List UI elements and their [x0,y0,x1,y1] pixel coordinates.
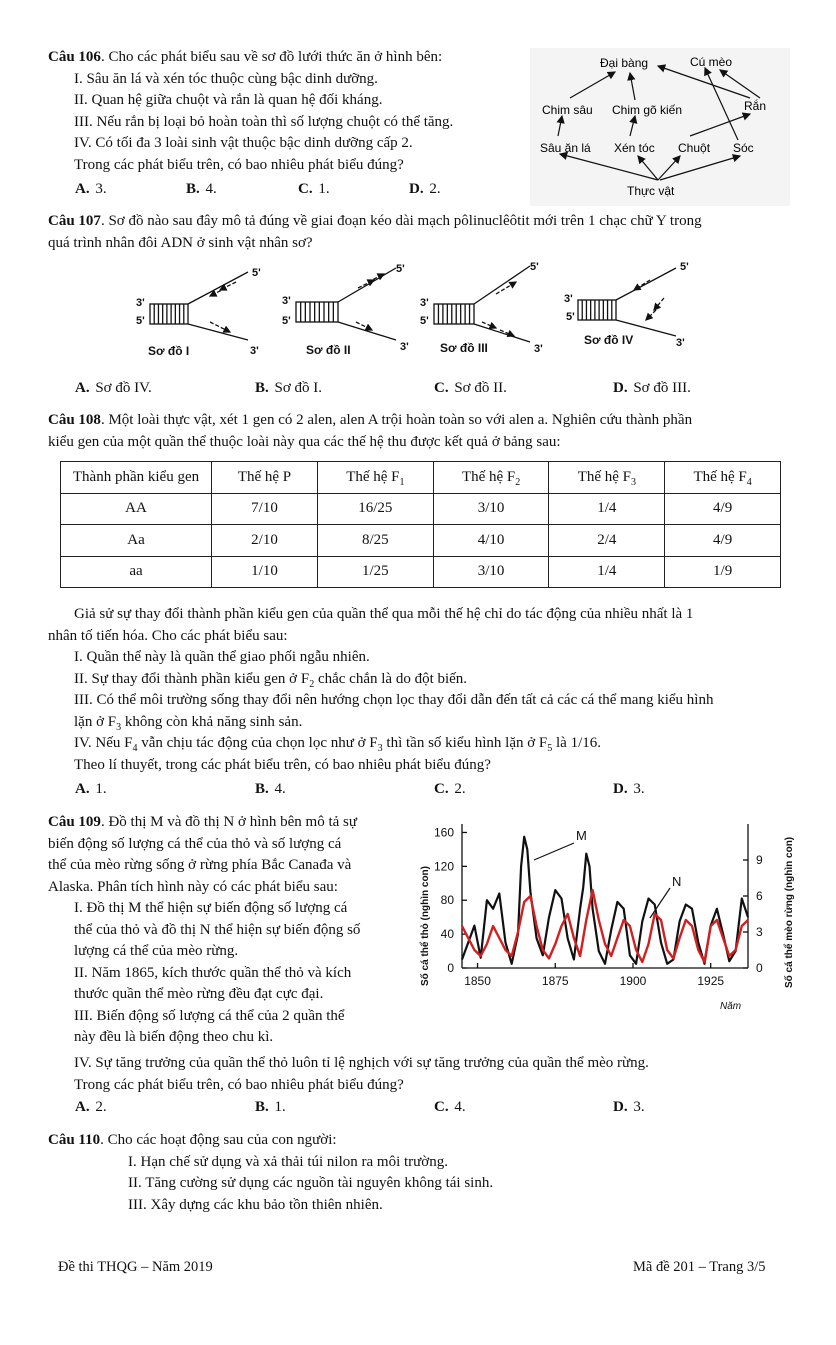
table-cell: 2/4 [549,525,665,557]
q108-option-c[interactable]: C. 2. [434,781,466,797]
food-web-diagram [530,48,790,206]
q107-option-a[interactable]: A. Sơ đồ IV. [75,380,152,396]
y-tick-label-right: 6 [756,889,763,903]
food-web-node: Xén tóc [614,141,655,155]
q109-question: Trong các phát biểu trên, có bao nhiêu phát biểu đúng? [74,1076,404,1093]
table-header-cell: Thế hệ P [212,462,318,494]
y-tick-label-left: 0 [447,961,454,975]
q108-para-2: nhân tố tiến hóa. Cho các phát biểu sau: [48,627,288,644]
q106-question: Trong các phát biểu trên, có bao nhiêu phát biểu đúng? [74,156,404,173]
food-web-node: Thực vật [627,184,675,198]
table-header-cell: Thế hệ $F_1$ [317,462,433,494]
strand-arrow [654,298,664,310]
table-cell: 1/10 [212,556,318,588]
x-tick-label: 1900 [619,974,647,988]
y-axis-label-right: Số cá thể mèo rừng (nghìn con) [784,836,795,988]
fork-label: 3' [250,345,259,357]
q106-statement: II. Quan hệ giữa chuột và rắn là quan hệ đối kháng. [74,92,383,108]
table-cell: 1/25 [317,556,433,588]
fork-label: 5' [566,311,575,323]
y-tick-label-right: 9 [756,853,763,867]
y-tick-label-left: 160 [433,825,454,840]
fork-label: 5' [420,315,429,327]
food-web-node: Sâu ăn lá [540,141,591,155]
strand-arrow [646,310,656,320]
q108-stem-2: kiểu gen của một quần thể thuộc loài này qua các thế hệ thu được kết quả ở bảng sau: [48,433,561,450]
table-cell: 1/9 [665,556,781,588]
y-tick-label-right: 0 [756,961,763,975]
q106-statement: III. Nếu rắn bị loại bỏ hoàn toàn thì số lượng chuột có thể tăng. [74,113,454,130]
q107-option-d[interactable]: D. Sơ đồ III. [613,380,691,396]
q106-statement: I. Sâu ăn lá và xén tóc thuộc cùng bậc dinh dưỡng. [74,70,378,87]
food-web-node: Chim gõ kiến [612,103,683,117]
fork-caption: Sơ đồ II [306,343,351,357]
table-cell: 1/4 [549,556,665,588]
y-tick-label-left: 120 [433,859,454,874]
table-header-cell: Thế hệ $F_4$ [665,462,781,494]
strand-arrow [210,288,226,296]
x-tick-label: 1850 [464,974,491,988]
q108-statement: III. Có thể môi trường sống thay đổi nên hướng chọn lọc thay đổi dẫn đến tất cả các cá thể mang kiểu hình [74,692,714,708]
q106-stem: Câu 106. Cho các phát biểu sau về sơ đồ lưới thức ăn ở hình bên: [48,49,443,65]
q109-statement: IV. Sự tăng trưởng của quần thể thỏ luôn tỉ lệ nghịch với sự tăng trưởng của quần thể mèo rừng. [74,1055,649,1071]
series-label-m: M [576,828,587,843]
replication-fork-4 [578,268,676,336]
q108-statement: IV. Nếu $F_4$ vẫn chịu tác động của chọn lọc như ở $F_3$ thì tần số kiểu hình lặn ở $F_5$ là 1/16. [74,735,601,754]
q107-stem-2: quá trình nhân đôi ADN ở sinh vật nhân sơ? [48,234,313,251]
q109-statement-cont: thể của thỏ và đồ thị N thể hiện sự biến động số [74,921,361,938]
table-header-cell: Thế hệ $F_3$ [549,462,665,494]
strand-arrow [368,274,384,282]
fork-label: 3' [282,295,291,307]
q106-option-a[interactable]: A. 3. [75,181,107,197]
fork-caption: Sơ đồ IV [584,333,634,347]
q108-question: Theo lí thuyết, trong các phát biểu trên, có bao nhiêu phát biểu đúng? [74,756,491,773]
q108-para: Giả sử sự thay đổi thành phần kiểu gen của quần thể qua mỗi thế hệ chỉ do tác động của nhiều nhất là 1 [74,606,694,622]
table-cell: 4/10 [433,525,549,557]
y-tick-label-right: 3 [756,925,763,939]
y-tick-label-left: 40 [440,927,454,942]
replication-fork-2 [296,268,396,340]
table-row [61,493,781,525]
x-tick-label: 1925 [697,974,725,988]
q108-stem: Câu 108. Một loài thực vật, xét 1 gen có 2 alen, alen A trội hoàn toàn so với alen a. Nghiên cứu thành phần [48,412,693,428]
x-tick-label: 1875 [541,974,569,988]
q110-item: III. Xây dựng các khu bảo tồn thiên nhiên. [128,1196,383,1213]
table-header-cell: Thế hệ $F_2$ [433,462,549,494]
q109-option-a[interactable]: A. 2. [75,1099,107,1115]
series-m-pointer [534,843,574,860]
q108-body [48,604,798,776]
q109-statement: I. Đồ thị M thể hiện sự biến động số lượng cá [74,900,348,916]
q109-statement-cont: thước quần thể mèo rừng đều đạt cực đại. [74,986,324,1002]
fork-label: 5' [282,315,291,327]
table-row [61,556,781,588]
series-line-n [462,890,748,962]
q109-stem-line: biến động số lượng cá thể của thỏ và số lượng cá [48,835,342,852]
q106-option-c[interactable]: C. 1. [298,181,330,197]
table-cell: aa [61,556,212,588]
table-cell: 2/10 [212,525,318,557]
table-cell: 4/9 [665,493,781,525]
replication-fork-1 [150,272,248,340]
q110-stem: Câu 110. Cho các hoạt động sau của con người: [48,1132,337,1148]
table-cell: 1/4 [549,493,665,525]
fork-label: 3' [564,293,573,305]
fork-label: 3' [400,341,409,353]
table-cell: 4/9 [665,525,781,557]
q109-option-b[interactable]: B. 1. [255,1099,286,1115]
food-web-node: Đại bàng [600,56,649,70]
x-axis-label: Năm [720,1001,742,1012]
fork-label: 3' [676,337,685,349]
q106-option-b[interactable]: B. 4. [186,181,217,197]
table-row [61,525,781,557]
q110-item: I. Hạn chế sử dụng và xả thải túi nilon ra môi trường. [128,1153,448,1170]
fork-caption: Sơ đồ III [440,341,488,355]
food-web-node: Rắn [744,99,767,113]
food-web-node: Chim sâu [542,103,593,117]
question-108 [48,410,798,453]
replication-fork-diagrams [130,258,710,366]
q109-stem-line: Alaska. Phân tích hình này có các phát biểu sau: [48,878,338,895]
q108-statement-cont: lặn ở $F_3$ không còn khả năng sinh sản. [74,713,303,733]
food-web-node: Cú mèo [690,55,733,69]
q109-statement: III. Biến động số lượng cá thể của 2 quần thể [74,1007,345,1024]
table-cell: Aa [61,525,212,557]
q109-statement: II. Năm 1865, kích thước quần thể thỏ và kích [74,964,352,981]
replication-fork-3 [434,266,530,342]
table-header-cell: Thành phần kiểu gen [61,462,212,494]
fork-label: 5' [252,267,261,279]
table-cell: 7/10 [212,493,318,525]
q106-statement: IV. Có tối đa 3 loài sinh vật thuộc bậc dinh dưỡng cấp 2. [74,135,413,151]
table-header-row [61,462,781,494]
food-web-node: Sóc [733,141,754,155]
q110-item: II. Tăng cường sử dụng các nguồn tài nguyên không tái sinh. [128,1175,494,1191]
footer-right: Mã đề 201 – Trang 3/5 [633,1259,766,1275]
q108-option-b[interactable]: B. 4. [255,781,286,797]
question-110 [48,1130,798,1216]
q107-option-c[interactable]: C. Sơ đồ II. [434,380,507,396]
table-cell: 3/10 [433,556,549,588]
q109-stem-line: thể của mèo rừng sống ở rừng phía Bắc Canađa và [48,857,352,873]
q108-statement: I. Quần thể này là quần thể giao phối ngẫu nhiên. [74,649,370,665]
q109-option-c[interactable]: C. 4. [434,1099,466,1115]
table-cell: 3/10 [433,493,549,525]
q109-statement-cont: lượng cá thể của mèo rừng. [74,943,239,959]
fork-label: 5' [680,261,689,273]
q106-option-d[interactable]: D. 2. [409,181,441,197]
q109-option-d[interactable]: D. 3. [613,1099,645,1115]
food-web-node: Chuột [678,141,711,155]
question-107 [48,211,798,254]
fork-label: 3' [534,343,543,355]
question-109 [48,812,404,1049]
q108-option-a[interactable]: A. 1. [75,781,107,797]
table-cell: 16/25 [317,493,433,525]
fork-caption: Sơ đồ I [148,344,190,358]
fork-label: 5' [136,315,145,327]
footer-left: Đề thi THQG – Năm 2019 [58,1259,213,1275]
q107-option-b[interactable]: B. Sơ đồ I. [255,380,323,396]
strand-arrow [358,280,374,288]
fork-label: 5' [396,263,405,275]
series-label-n: N [672,874,682,889]
population-chart [412,816,802,1016]
fork-label: 3' [136,297,145,309]
table-cell: 8/25 [317,525,433,557]
q108-statement: II. Sự thay đổi thành phần kiểu gen ở $F_2$ chắc chắn là do đột biến. [74,670,468,690]
q107-stem: Câu 107. Sơ đồ nào sau đây mô tả đúng về giai đoạn kéo dài mạch pôlinuclêôtit mới trên 1 chạc chữ Y trong [48,213,702,229]
fork-label: 3' [420,297,429,309]
q109-stem: Câu 109. Đồ thị M và đồ thị N ở hình bên mô tả sự [48,814,357,830]
strand-arrow [496,282,516,294]
fork-label: 5' [530,261,539,273]
q109-tail [48,1053,798,1096]
q108-option-d[interactable]: D. 3. [613,781,645,797]
y-axis-label-left: Số cá thể thỏ (nghìn con) [420,866,431,986]
genotype-table [60,461,781,588]
table-cell: AA [61,493,212,525]
y-tick-label-left: 80 [440,893,454,908]
q109-statement-cont: này đều là biến động theo chu kì. [74,1029,274,1045]
